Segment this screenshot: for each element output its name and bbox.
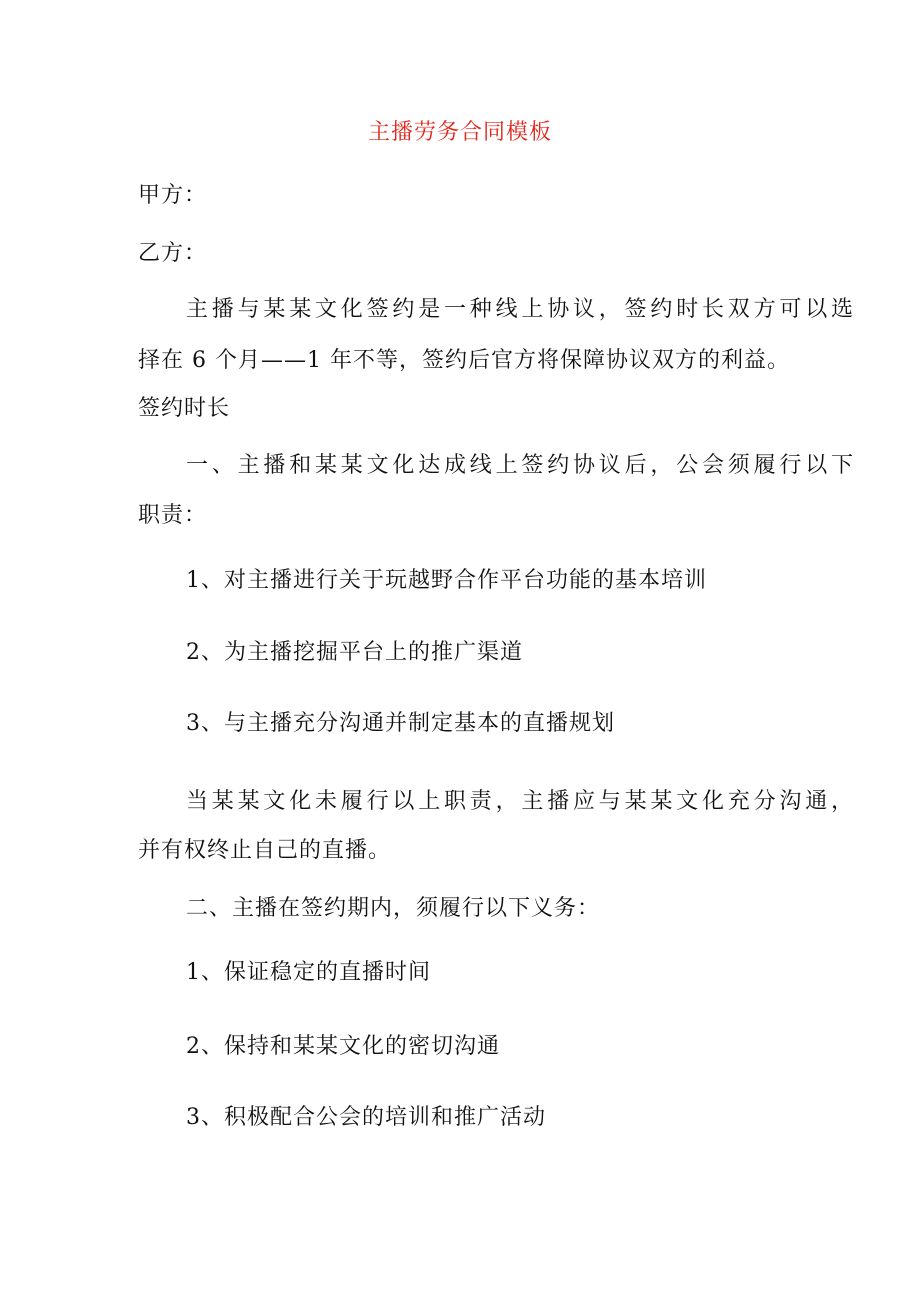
clause-1-item: 2、为主播挖掘平台上的推广渠道 — [186, 640, 523, 665]
clause-1-item: 1、对主播进行关于玩越野合作平台功能的基本培训 — [186, 568, 707, 593]
party-b-label: 乙方： — [138, 241, 208, 266]
section-heading: 签约时长 — [138, 396, 231, 421]
intro-paragraph-line-1: 主播与某某文化签约是一种线上协议，签约时长双方可以选 — [186, 297, 857, 322]
clause-1-item: 3、与主播充分沟通并制定基本的直播规划 — [186, 711, 615, 736]
clause-1-note-line-2: 并有权终止自己的直播。 — [138, 838, 392, 863]
intro-paragraph-line-2: 择在 6 个月——1 年不等，签约后官方将保障协议双方的利益。 — [138, 348, 790, 373]
clause-1-note-line-1: 当某某文化未履行以上职责，主播应与某某文化充分沟通， — [186, 789, 857, 814]
clause-2-item: 3、积极配合公会的培训和推广活动 — [186, 1105, 546, 1130]
party-a-label: 甲方： — [138, 183, 208, 208]
clause-2-item: 2、保持和某某文化的密切沟通 — [186, 1034, 500, 1059]
document-title: 主播劳务合同模板 — [367, 120, 552, 145]
clause-2-item: 1、保证稳定的直播时间 — [186, 960, 431, 985]
clause-2-heading: 二、主播在签约期内，须履行以下义务： — [186, 896, 601, 921]
clause-1-line-1: 一、主播和某某文化达成线上签约协议后，公会须履行以下 — [186, 453, 857, 478]
clause-1-line-2: 职责： — [138, 503, 208, 528]
